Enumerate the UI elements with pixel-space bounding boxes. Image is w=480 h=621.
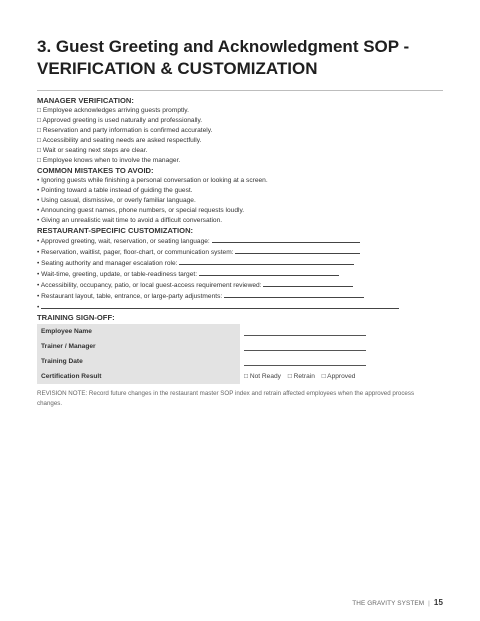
page-number: 15	[433, 598, 443, 607]
trainer-manager-label: Trainer / Manager	[37, 339, 240, 354]
mistake-item: • Announcing guest names, phone numbers, or special requests loudly.	[37, 207, 245, 214]
manager-verification-heading: MANAGER VERIFICATION:	[37, 96, 134, 105]
customization-item: • Seating authority and manager escalation role:	[37, 258, 443, 269]
fill-in-blank[interactable]	[212, 236, 360, 243]
mistake-item: • Giving an unrealistic wait time to avoid a difficult conversation.	[37, 217, 223, 224]
signoff-table	[37, 324, 443, 384]
checklist-item: □ Reservation and party information is confirmed accurately.	[37, 127, 213, 134]
training-date-field[interactable]	[240, 354, 443, 369]
retrain-checkbox[interactable]: □ Retrain	[287, 373, 315, 380]
customization-item: • Reservation, waitlist, pager, floor-chart, or communication system:	[37, 247, 443, 258]
customization-item: • Accessibility, occupancy, patio, or local guest-access requirement reviewed:	[37, 280, 443, 291]
certification-result-label: Certification Result	[37, 369, 240, 384]
mistake-item: • Ignoring guests while finishing a personal conversation or looking at a screen.	[37, 177, 268, 184]
signoff-row-trainer	[37, 339, 443, 354]
checklist-item: □ Accessibility and seating needs are asked respectfully.	[37, 137, 202, 144]
customization-item: •	[37, 302, 443, 313]
training-signoff-heading: TRAINING SIGN-OFF:	[37, 313, 115, 322]
sop-content	[37, 96, 443, 408]
fill-in-blank[interactable]	[179, 258, 354, 265]
customization-item: • Wait-time, greeting, update, or table-readiness target:	[37, 269, 443, 280]
page-title: 3. Guest Greeting and Acknowledgment SOP - VERIFICATION & CUSTOMIZATION	[37, 37, 410, 78]
title-divider	[37, 90, 443, 91]
employee-name-field[interactable]	[240, 324, 443, 339]
signoff-row-date	[37, 354, 443, 369]
fill-in-blank[interactable]	[224, 291, 364, 298]
fill-in-blank[interactable]	[41, 302, 399, 309]
approved-checkbox[interactable]: □ Approved	[321, 373, 356, 380]
customization-heading: RESTAURANT-SPECIFIC CUSTOMIZATION:	[37, 226, 194, 235]
common-mistakes-heading: COMMON MISTAKES TO AVOID:	[37, 166, 154, 175]
signoff-row-certification	[37, 369, 443, 384]
fill-in-blank[interactable]	[199, 269, 339, 276]
trainer-manager-field[interactable]	[240, 339, 443, 354]
certification-result-options	[240, 369, 443, 384]
footer-system-name: THE GRAVITY SYSTEM	[352, 600, 425, 607]
checklist-item: □ Approved greeting is used naturally and professionally.	[37, 117, 203, 124]
signoff-row-employee	[37, 324, 443, 339]
revision-note: REVISION NOTE: Record future changes in the restaurant master SOP index and retrain affected employees when the approved process changes.	[37, 390, 415, 407]
customization-item: • Approved greeting, wait, reservation, or seating language:	[37, 236, 443, 247]
checklist-item: □ Employee knows when to involve the manager.	[37, 157, 181, 164]
training-date-label: Training Date	[37, 354, 240, 369]
checklist-item: □ Employee acknowledges arriving guests promptly.	[37, 107, 189, 114]
checklist-item: □ Wait or seating next steps are clear.	[37, 147, 148, 154]
not-ready-checkbox[interactable]: □ Not Ready	[244, 373, 281, 380]
fill-in-blank[interactable]	[263, 280, 353, 287]
employee-name-label: Employee Name	[37, 324, 240, 339]
customization-item: • Restaurant layout, table, entrance, or large-party adjustments:	[37, 291, 443, 302]
fill-in-blank[interactable]	[235, 247, 360, 254]
mistake-item: • Using casual, dismissive, or overly familiar language.	[37, 197, 196, 204]
page-footer	[352, 598, 443, 607]
mistake-item: • Pointing toward a table instead of guiding the guest.	[37, 187, 193, 194]
footer-separator: |	[428, 600, 430, 607]
